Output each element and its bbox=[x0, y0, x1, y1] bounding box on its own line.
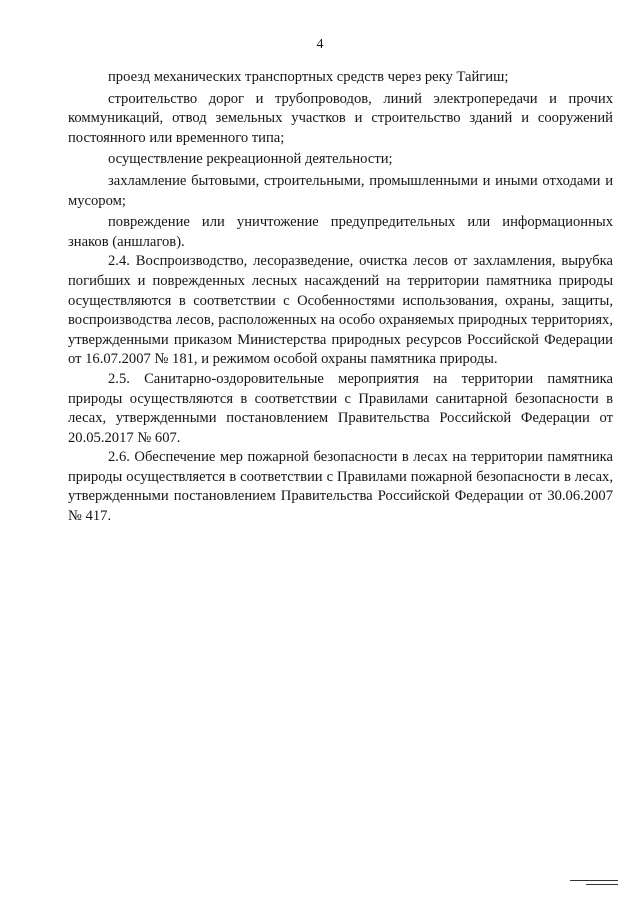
paragraph-section-2-6: 2.6. Обеспечение мер пожарной безопасности в лесах на территории памятника природы осуществляется в соответствии с Правилами пожарной безопасности в лесах, утвержденными постановлением Правительства Российской Федерации от 30.06.2007 № 417. bbox=[68, 449, 613, 525]
paragraph-section-2-4: 2.4. Воспроизводство, лесоразведение, очистка лесов от захламления, вырубка погибших и поврежденных лесных насаждений на территории памятника природы осуществляются в соответствии с Особенностями использования, охраны, защиты, воспроизводства лесов, расположенных на особо охраняемых природных территориях, утвержденными приказом Министерства природных ресурсов Российской Федерации от 16.07.2007 № 181, и режимом особой охраны памятника природы. bbox=[68, 253, 613, 368]
paragraph-signs: повреждение или уничтожение предупредительных или информационных знаков (аншлагов). bbox=[68, 214, 613, 250]
paragraph-littering: захламление бытовыми, строительными, промышленными и иными отходами и мусором; bbox=[68, 172, 613, 209]
document-body bbox=[68, 68, 613, 527]
paragraph-construction: строительство дорог и трубопроводов, линий электропередачи и прочих коммуникаций, отвод земельных участков и строительство зданий и сооружений постоянного или временного типа; bbox=[68, 90, 613, 146]
footer-rule bbox=[570, 880, 618, 881]
paragraph-recreation: осуществление рекреационной деятельности; bbox=[108, 151, 393, 168]
paragraph-river-crossing: проезд механических транспортных средств через реку Тайгиш; bbox=[108, 69, 509, 85]
page-number: 4 bbox=[316, 37, 324, 52]
footer-rule-short bbox=[586, 884, 618, 885]
paragraph-section-2-5: 2.5. Санитарно-оздоровительные мероприятия на территории памятника природы осуществляются в соответствии с Правилами санитарной безопасности в лесах, утвержденными постановлением Правительства Российской Федерации от 20.05.2017 № 607. bbox=[68, 370, 613, 446]
